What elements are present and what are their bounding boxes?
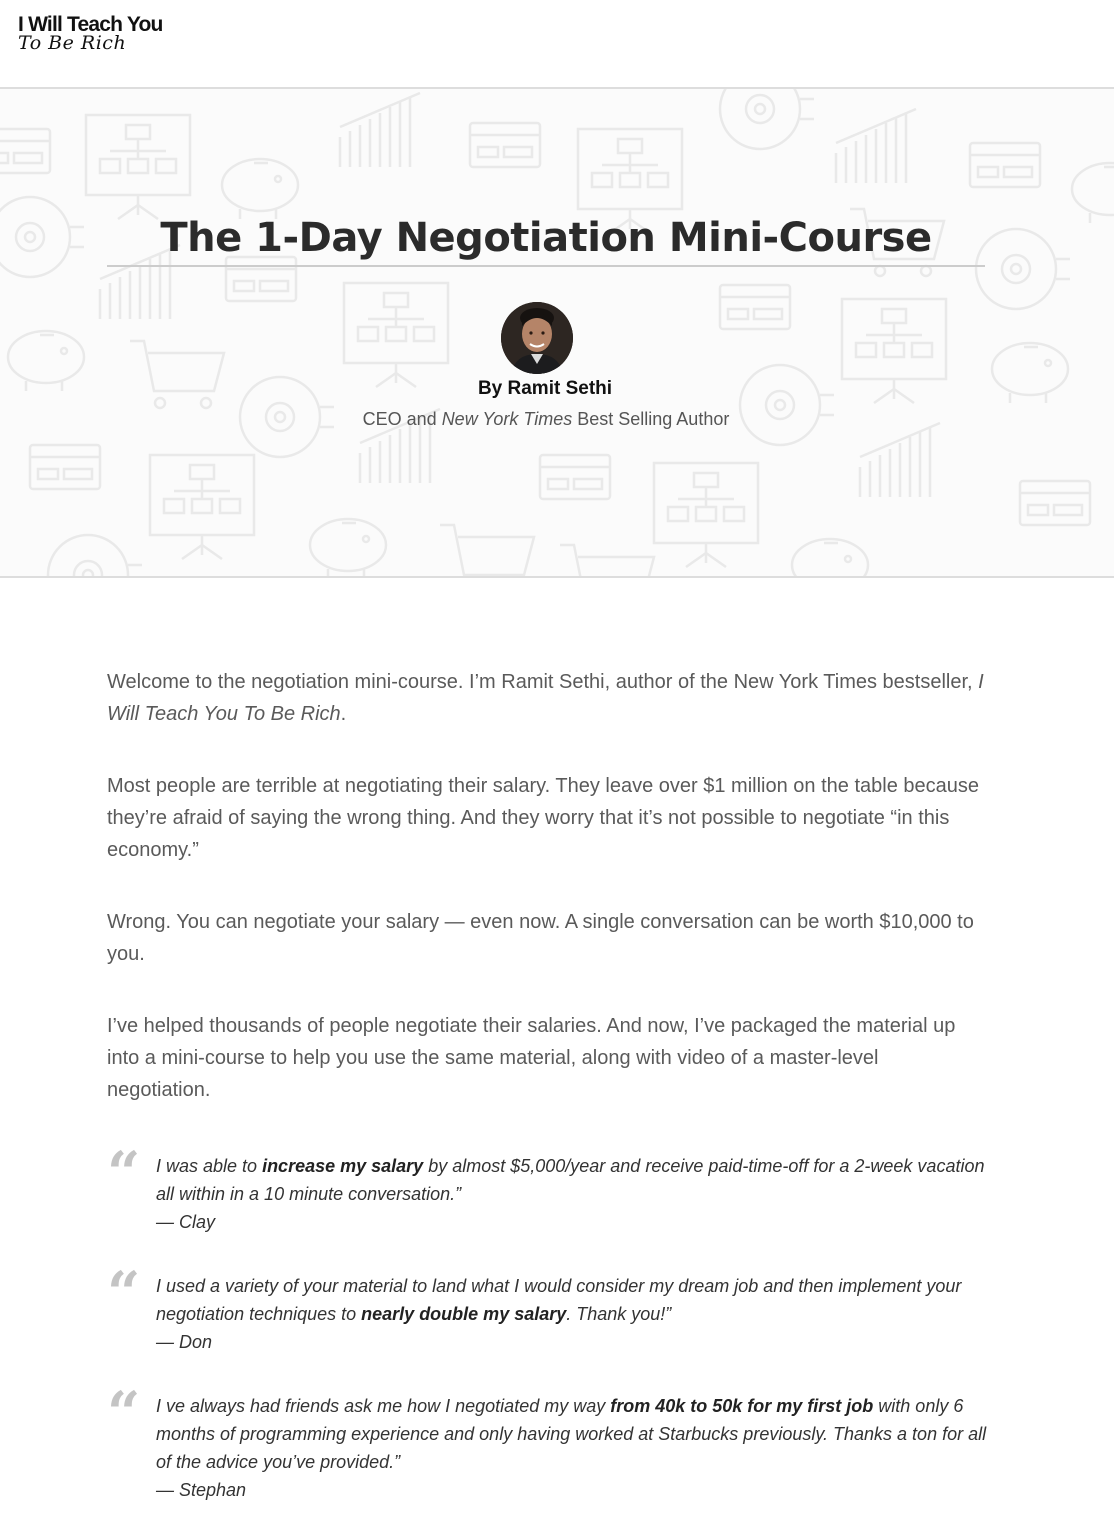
intro-period: . <box>340 703 347 725</box>
book-title: I Will Teach You To Be Rich <box>107 671 984 725</box>
testimonial-highlight: from 40k to 50k for my first job <box>610 1396 874 1416</box>
main-content <box>107 666 987 1540</box>
author-avatar <box>501 302 573 374</box>
author-role-suffix: Best Selling Author <box>572 409 730 429</box>
intro-text: Welcome to the negotiation mini-course. I’m Ramit Sethi, author of the New York Times bestseller, <box>107 671 979 693</box>
author-name: By Ramit Sethi <box>477 378 613 399</box>
testimonial-text-end: by almost $5,000/year and receive paid-time-off for a 2-week vacation all within in a 10 minute conversation.” <box>156 1156 985 1204</box>
problem-paragraph: Most people are terrible at negotiating their salary. They leave over $1 million on the table because they’re afraid of saying the wrong thing. And they worry that it’s not possible to negotiate “in this economy.” <box>107 775 979 861</box>
testimonial-text-start: I ve always had friends ask me how I negotiated my way <box>156 1396 611 1416</box>
claim-paragraph: Wrong. You can negotiate your salary — even now. A single conversation can be worth $10,000 to you. <box>107 911 974 965</box>
testimonial-text-start: I was able to <box>156 1156 263 1176</box>
testimonial-text <box>156 1152 987 1208</box>
testimonial <box>107 1259 987 1356</box>
testimonial-highlight: nearly double my salary <box>361 1304 567 1324</box>
author-role-prefix: CEO and <box>362 409 442 429</box>
quote-mark-icon: “ <box>107 1259 141 1327</box>
author-portrait-icon <box>501 302 573 374</box>
logo-line-2: To Be Rich <box>18 32 127 54</box>
testimonial-text-end: . Thank you!” <box>566 1304 672 1324</box>
testimonial-text-start: I used a variety of your material to land what I would consider my dream job and then implement your negotiation techniques to <box>156 1276 962 1324</box>
quote-mark-icon: “ <box>107 1379 141 1447</box>
intro-paragraph <box>107 666 987 730</box>
site-header <box>0 0 1114 89</box>
author-role-publication: New York Times <box>441 409 573 429</box>
site-logo[interactable] <box>18 14 163 53</box>
testimonial-highlight: increase my salary <box>262 1156 424 1176</box>
quote-mark-icon: “ <box>107 1139 141 1207</box>
logo-line-1: I Will Teach You <box>18 13 163 36</box>
testimonial-author: — Clay <box>156 1212 216 1232</box>
testimonial-text-end: with only 6 months of programming experience and only having worked at Starbucks previously. Thanks a ton for all of the advice you’ve provided.” <box>156 1396 987 1472</box>
testimonial-author: — Don <box>156 1332 213 1352</box>
testimonial-text <box>156 1272 987 1328</box>
testimonial <box>107 1139 987 1236</box>
author-role <box>0 409 1092 430</box>
page-title: The 1-Day Negotiation Mini-Course <box>107 213 985 267</box>
testimonial <box>107 1379 987 1504</box>
course-paragraph: I’ve helped thousands of people negotiate their salaries. And now, I’ve packaged the material up into a mini-course to help you use the same material, along with video of a master-level negotiation. <box>107 1015 956 1101</box>
testimonial-text <box>156 1392 987 1476</box>
hero-banner <box>0 89 1114 578</box>
testimonial-author: — Stephan <box>156 1480 247 1500</box>
